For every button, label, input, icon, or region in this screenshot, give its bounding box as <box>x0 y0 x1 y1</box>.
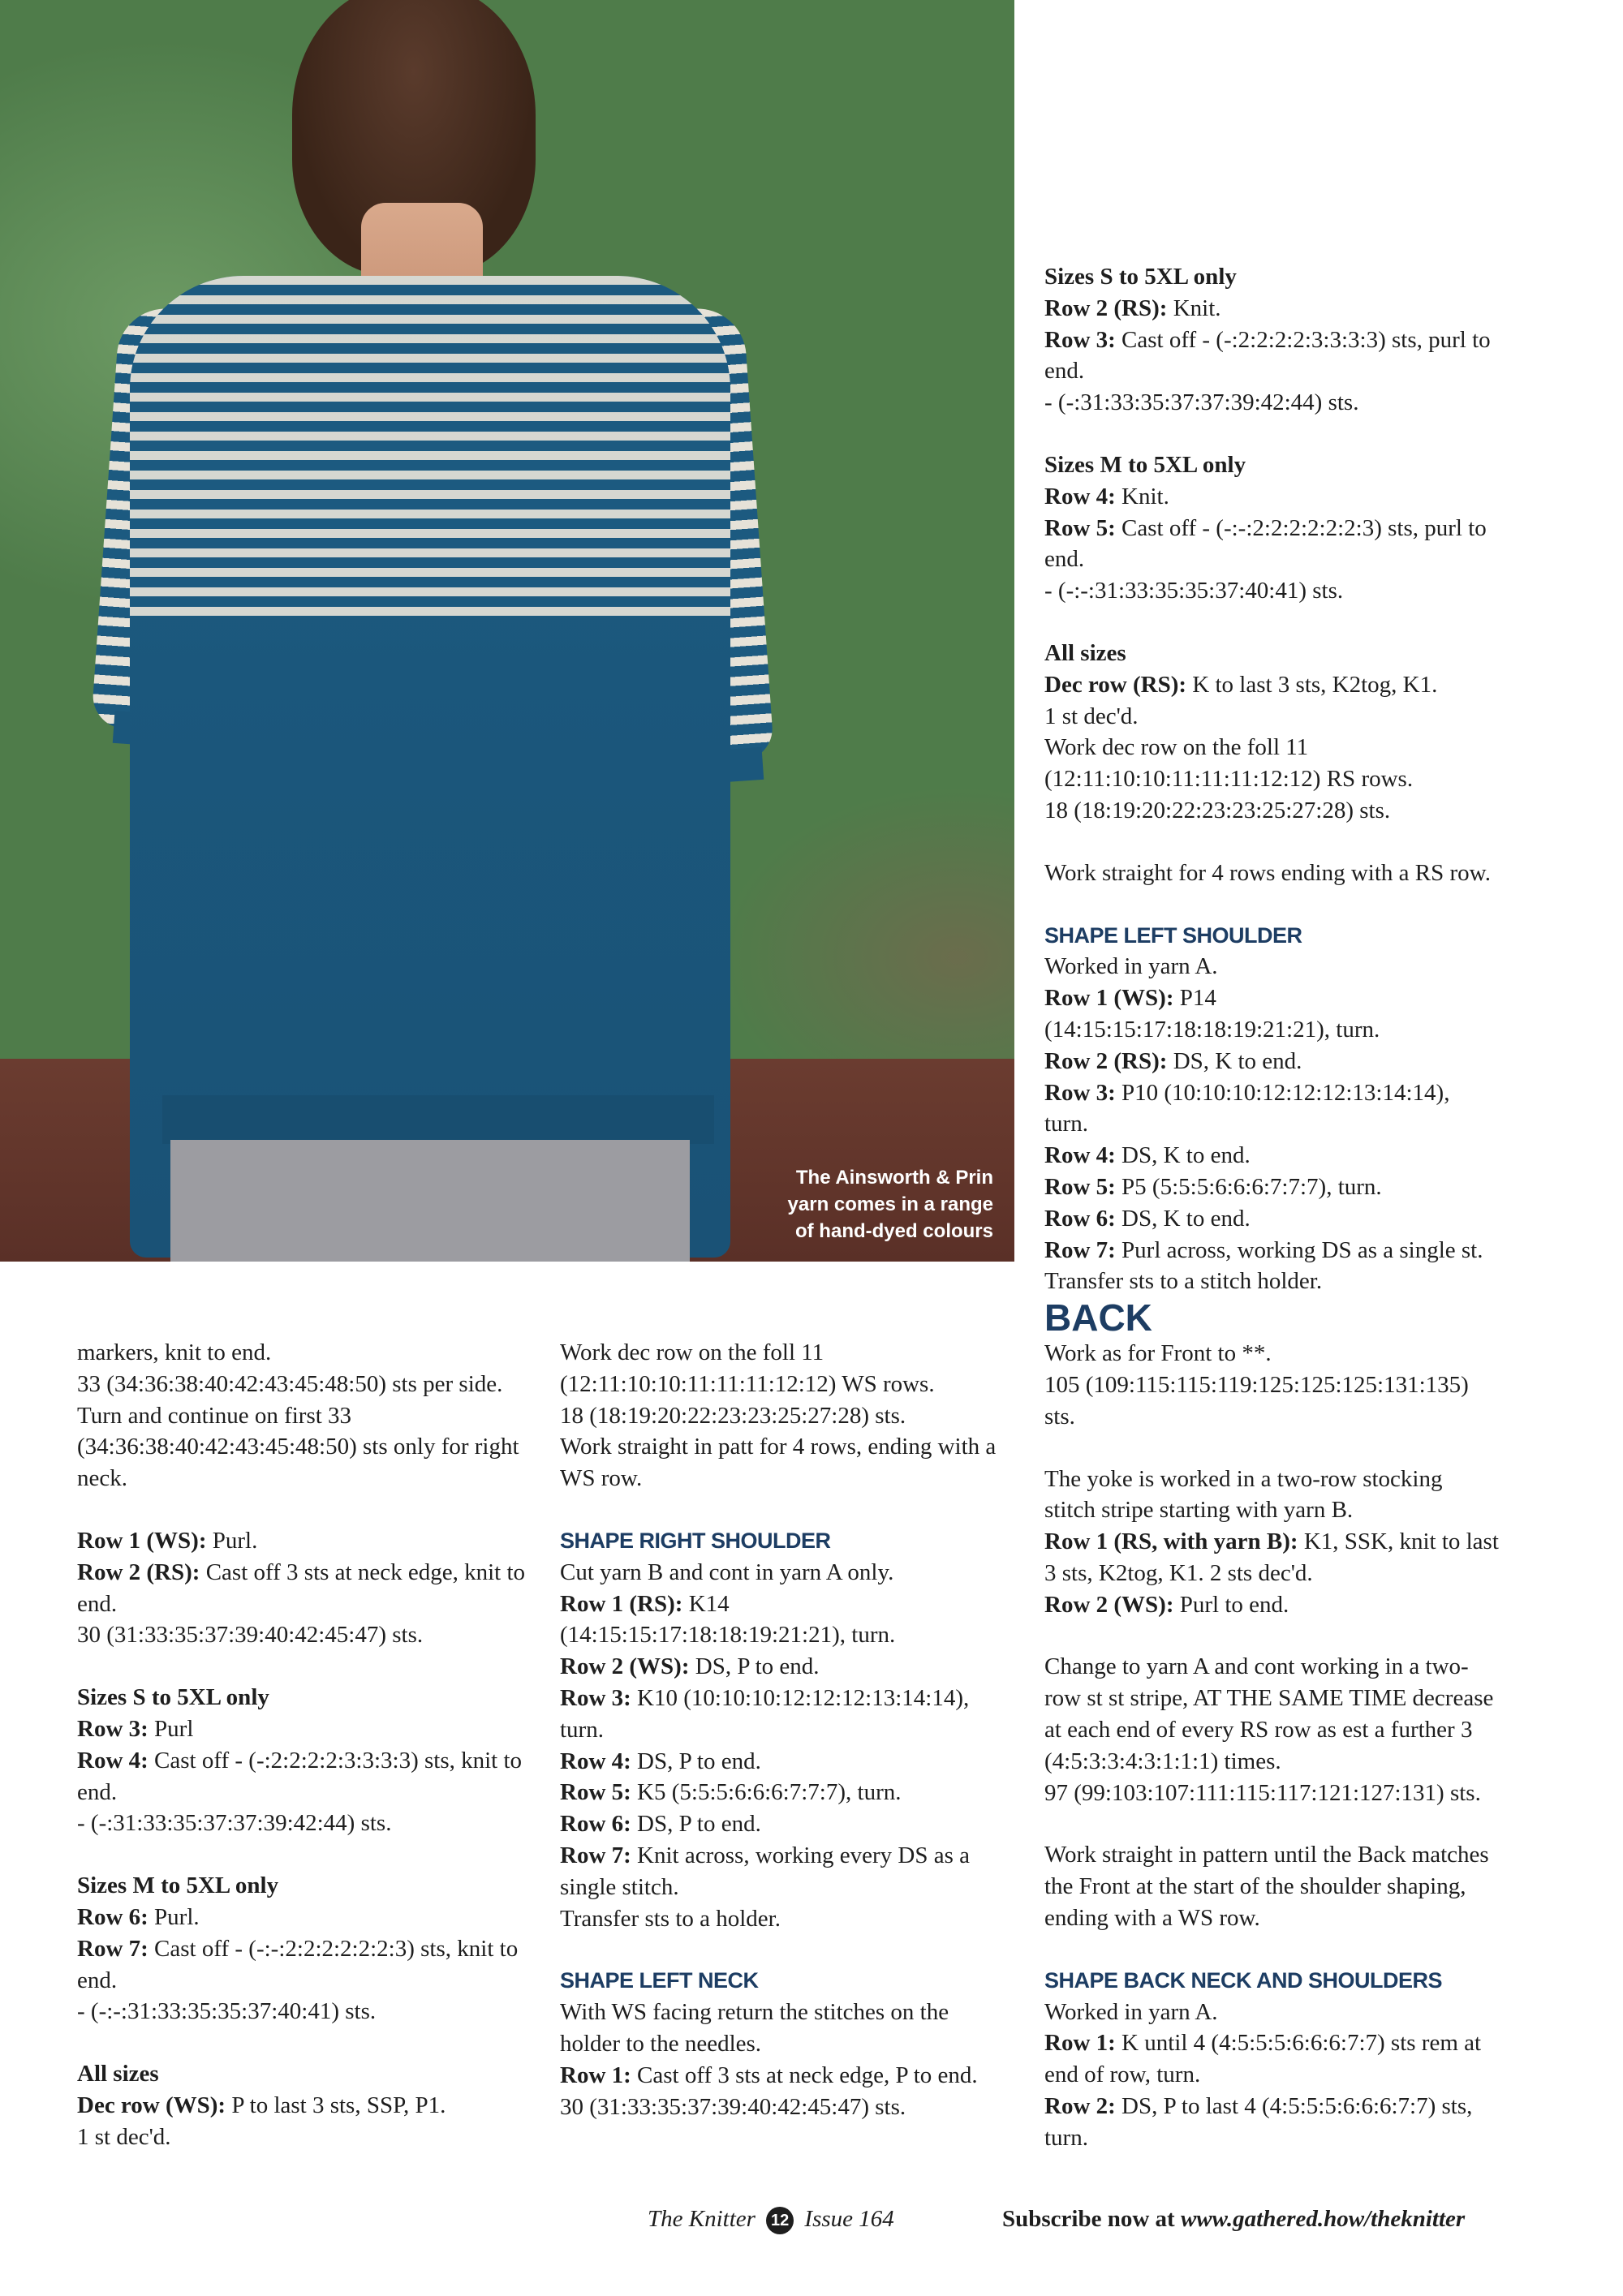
row-instruction: Dec row (WS): P to last 3 sts, SSP, P1. <box>77 2092 446 2118</box>
row-instruction: Row 3: P10 (10:10:10:12:12:12:13:14:14), turn. <box>1044 1079 1450 1137</box>
row-instruction: Row 1: Cast off 3 sts at neck edge, P to end. <box>560 2062 978 2088</box>
text: 33 (34:36:38:40:42:43:45:48:50) sts per side. <box>77 1370 503 1397</box>
sweater-yoke-stripes <box>130 276 730 617</box>
text: 1 st dec'd. <box>77 2123 171 2150</box>
row-instruction: Row 2 (RS): DS, K to end. <box>1044 1047 1302 1074</box>
row-instruction: Row 4: Knit. <box>1044 483 1169 510</box>
sweater-photo <box>0 0 1014 1262</box>
row-instruction: Row 3: Cast off - (-:2:2:2:2:3:3:3:3) sts, purl to end. <box>1044 326 1491 385</box>
text: The yoke is worked in a two-row stocking stitch stripe starting with yarn B. <box>1044 1465 1443 1524</box>
text: Transfer sts to a holder. <box>560 1905 781 1932</box>
text: Work dec row on the foll 11 (12:11:10:10:11:11:11:12:12) RS rows. <box>1044 734 1414 793</box>
text: 30 (31:33:35:37:39:40:42:45:47) sts. <box>77 1622 424 1649</box>
text: WS row. <box>560 1465 643 1492</box>
row-instruction: Row 7: Knit across, working every DS as a single stitch. <box>560 1842 970 1900</box>
subscribe-text: Subscribe now at <box>1002 2206 1181 2232</box>
caption-line: yarn comes in a range <box>787 1193 993 1215</box>
row-instruction: Row 5: Cast off - (-:-:2:2:2:2:2:2:3) sts, purl to end. <box>1044 514 1487 573</box>
row-instruction: Row 1 (WS): P14 (14:15:15:17:18:18:19:21:21), turn. <box>1044 985 1380 1043</box>
row-instruction: Row 3: K10 (10:10:10:12:12:12:13:14:14), turn. <box>560 1684 970 1743</box>
text: - (-:-:31:33:35:35:37:40:41) sts. <box>77 1998 377 2025</box>
text: Work straight in patt for 4 rows, ending with a <box>560 1434 997 1460</box>
row-instruction: Row 2 (RS): Cast off 3 sts at neck edge, knit to end. <box>77 1559 525 1617</box>
section-heading: SHAPE LEFT NECK <box>560 1968 759 1993</box>
row-instruction: Row 7: Cast off - (-:-:2:2:2:2:2:2:3) sts, knit to end. <box>77 1935 519 1993</box>
section-heading: SHAPE LEFT SHOULDER <box>1044 922 1302 948</box>
row-instruction: Row 1: K until 4 (4:5:5:5:6:6:6:7:7) sts rem at end of row, turn. <box>1044 2030 1482 2088</box>
back-title: BACK <box>1044 1296 1152 1339</box>
row-instruction: Row 6: Purl. <box>77 1903 200 1930</box>
text: 105 (109:115:115:119:125:125:125:131:135) sts. <box>1044 1371 1469 1430</box>
row-instruction: Row 2 (WS): DS, P to end. <box>560 1653 820 1680</box>
row-instruction: Row 6: DS, K to end. <box>1044 1205 1251 1232</box>
row-instruction: Row 5: K5 (5:5:5:6:6:6:7:7:7), turn. <box>560 1779 902 1806</box>
text: Change to yarn A and cont working in a two-row st st stripe, AT THE SAME TIME decrease at each end of every RS row as est a further 3 (4:5:3:3:4:3:1:1:1) times. <box>1044 1653 1494 1774</box>
size-heading: Sizes S to 5XL only <box>77 1684 269 1711</box>
text: 1 st dec'd. <box>1044 703 1139 729</box>
row-instruction: Row 5: P5 (5:5:5:6:6:6:7:7:7), turn. <box>1044 1173 1382 1200</box>
text: Worked in yarn A. <box>1044 1998 1218 2025</box>
text: 18 (18:19:20:22:23:23:25:27:28) sts. <box>1044 797 1391 823</box>
text: - (-:31:33:35:37:37:39:42:44) sts. <box>1044 389 1359 416</box>
caption-line: of hand-dyed colours <box>794 1220 993 1242</box>
size-heading: Sizes M to 5XL only <box>1044 451 1246 478</box>
text: - (-:31:33:35:37:37:39:42:44) sts. <box>77 1810 392 1837</box>
issue-number: Issue 164 <box>804 2206 894 2232</box>
size-heading: All sizes <box>77 2061 159 2087</box>
row-instruction: Row 7: Purl across, working DS as a single st. <box>1044 1236 1483 1263</box>
row-instruction: Row 2 (WS): Purl to end. <box>1044 1591 1289 1618</box>
row-instruction: Row 2: DS, P to last 4 (4:5:5:5:6:6:6:7:7) sts, turn. <box>1044 2093 1473 2151</box>
size-heading: Sizes M to 5XL only <box>77 1872 279 1899</box>
row-instruction: Row 2 (RS): Knit. <box>1044 295 1221 321</box>
photo-caption <box>750 1164 993 1245</box>
footer-magazine <box>648 2204 894 2234</box>
text: Worked in yarn A. <box>1044 953 1218 980</box>
text: Work straight in pattern until the Back matches the Front at the start of the shoulder shaping, ending with a WS row. <box>1044 1842 1489 1932</box>
magazine-name: The Knitter <box>648 2206 756 2232</box>
row-instruction: Dec row (RS): K to last 3 sts, K2tog, K1. <box>1044 671 1438 698</box>
text: 18 (18:19:20:22:23:23:25:27:28) sts. <box>560 1402 906 1429</box>
text: Work dec row on the foll 11 (12:11:10:10:11:11:11:12:12) WS rows. <box>560 1339 935 1397</box>
text: 30 (31:33:35:37:39:40:42:45:47) sts. <box>560 2093 906 2120</box>
text: With WS facing return the stitches on the holder to the needles. <box>560 1999 949 2057</box>
size-heading: Sizes S to 5XL only <box>1044 264 1237 290</box>
left-column <box>77 1337 532 2153</box>
row-instruction: Row 3: Purl <box>77 1715 194 1742</box>
text: markers, knit to end. <box>77 1339 272 1365</box>
row-instruction: Row 1 (WS): Purl. <box>77 1527 258 1554</box>
row-instruction: Row 4: Cast off - (-:2:2:2:2:3:3:3:3) sts, knit to end. <box>77 1747 523 1805</box>
row-instruction: Row 4: DS, K to end. <box>1044 1142 1251 1169</box>
text: Cut yarn B and cont in yarn A only. <box>560 1559 894 1585</box>
row-instruction: Row 6: DS, P to end. <box>560 1811 761 1838</box>
text: Transfer sts to a stitch holder. <box>1044 1268 1323 1295</box>
size-heading: All sizes <box>1044 639 1126 666</box>
trousers <box>170 1140 690 1262</box>
row-instruction: Row 1 (RS): K14 (14:15:15:17:18:18:19:21:21), turn. <box>560 1590 896 1649</box>
row-instruction: Row 1 (RS, with yarn B): K1, SSK, knit to last 3 sts, K2tog, K1. 2 sts dec'd. <box>1044 1529 1499 1586</box>
text: Work straight for 4 rows ending with a RS row. <box>1044 859 1491 886</box>
page-number: 12 <box>766 2207 794 2234</box>
subscribe-link[interactable]: www.gathered.how/theknitter <box>1180 2206 1466 2232</box>
text: 97 (99:103:107:111:115:117:121:127:131) sts. <box>1044 1779 1481 1806</box>
text: Turn and continue on first 33 (34:36:38:40:42:43:45:48:50) sts only for right neck. <box>77 1402 519 1492</box>
middle-column <box>560 1337 1014 2122</box>
text: Work as for Front to **. <box>1044 1340 1272 1367</box>
section-heading: SHAPE BACK NECK AND SHOULDERS <box>1044 1967 1443 1993</box>
text: - (-:-:31:33:35:35:37:40:41) sts. <box>1044 578 1344 604</box>
sweater-hem <box>162 1095 714 1144</box>
row-instruction: Row 4: DS, P to end. <box>560 1748 761 1774</box>
right-column <box>1044 261 1499 2154</box>
caption-line: The Ainsworth & Prin <box>795 1167 993 1189</box>
footer-subscribe <box>1002 2204 1465 2234</box>
section-heading: SHAPE RIGHT SHOULDER <box>560 1528 831 1553</box>
